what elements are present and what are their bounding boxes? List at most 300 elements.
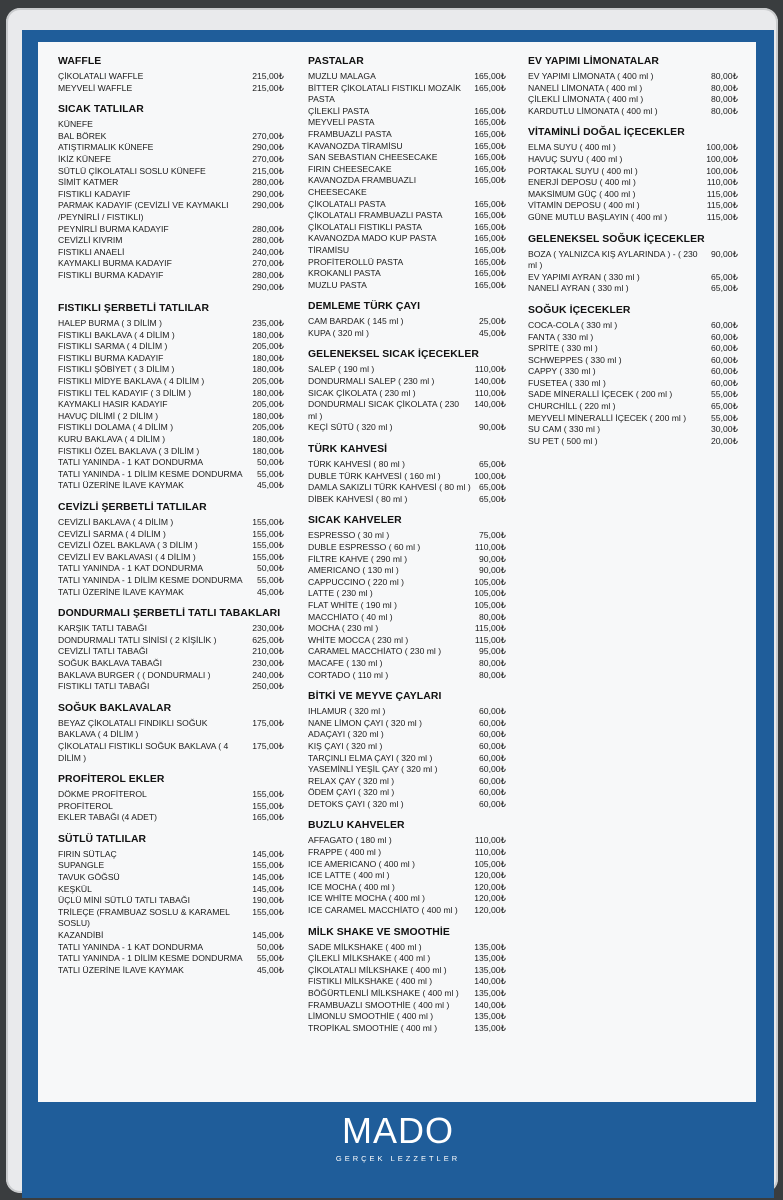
item-name: KAYMAKLI BURMA KADAYIF bbox=[58, 258, 172, 269]
item-price: 45,00₺ bbox=[257, 586, 284, 597]
item-price: 60,00₺ bbox=[479, 740, 506, 751]
menu-section bbox=[58, 703, 284, 764]
menu-item bbox=[308, 776, 506, 788]
item-name: SICAK ÇİKOLATA ( 230 ml ) bbox=[308, 387, 416, 398]
item-name: KÜNEFE bbox=[58, 119, 93, 130]
menu-item bbox=[528, 177, 738, 189]
item-price: 60,00₺ bbox=[479, 787, 506, 798]
item-name: EV YAPIMI LİMONATA ( 400 ml ) bbox=[528, 71, 654, 81]
item-price: 95,00₺ bbox=[479, 646, 506, 657]
item-price: 250,00₺ bbox=[252, 681, 284, 692]
item-name: KEÇİ SÜTÜ ( 320 ml ) bbox=[308, 422, 393, 433]
item-name: TATLI YANINDA - 1 KAT DONDURMA bbox=[58, 563, 204, 574]
item-name: ELMA SUYU ( 400 ml ) bbox=[528, 142, 616, 153]
item-price: 155,00₺ bbox=[252, 906, 284, 917]
item-name: SCHWEPPES ( 330 ml ) bbox=[528, 354, 622, 365]
menu-item bbox=[58, 849, 284, 861]
menu-item bbox=[58, 469, 284, 481]
item-price: 115,00₺ bbox=[474, 623, 506, 634]
item-name: TATLI ÜZERİNE İLAVE KAYMAK bbox=[58, 964, 184, 975]
menu-section bbox=[58, 502, 284, 598]
item-price: 65,00₺ bbox=[479, 493, 506, 504]
item-price: 155,00₺ bbox=[252, 789, 284, 800]
item-name: DÖKME PROFİTEROL bbox=[58, 789, 147, 800]
item-name: PROFİTEROL bbox=[58, 800, 113, 811]
menu-section bbox=[528, 234, 738, 295]
item-name: KAYMAKLI HASIR KADAYIF bbox=[58, 399, 168, 410]
item-name: HALEP BURMA ( 3 DİLİM ) bbox=[58, 318, 162, 329]
item-price: 290,00₺ bbox=[252, 188, 284, 199]
item-price: 55,00₺ bbox=[711, 412, 738, 423]
menu-item bbox=[58, 942, 284, 954]
item-price: 55,00₺ bbox=[711, 389, 738, 400]
menu-item bbox=[58, 235, 284, 247]
item-price: 120,00₺ bbox=[474, 870, 506, 881]
item-price: 180,00₺ bbox=[252, 352, 284, 363]
item-name: SALEP ( 190 ml ) bbox=[308, 364, 375, 375]
item-price: 155,00₺ bbox=[252, 800, 284, 811]
menu-item bbox=[58, 457, 284, 469]
menu-item bbox=[58, 480, 284, 492]
item-name: PROFİTEROLLÜ PASTA bbox=[308, 256, 404, 267]
item-price: 180,00₺ bbox=[252, 445, 284, 456]
item-price: 65,00₺ bbox=[711, 271, 738, 282]
item-name: KAZANDİBİ bbox=[58, 930, 104, 941]
menu-item bbox=[58, 434, 284, 446]
section-title: CEVİZLİ ŞERBETLİ TATLILAR bbox=[58, 502, 207, 513]
item-price: 240,00₺ bbox=[252, 246, 284, 257]
section-title: DEMLEME TÜRK ÇAYI bbox=[308, 301, 421, 313]
menu-item bbox=[308, 316, 506, 328]
item-name: WHİTE MOCCA ( 230 ml ) bbox=[308, 634, 409, 645]
item-price: 140,00₺ bbox=[474, 376, 506, 387]
item-price: 110,00₺ bbox=[706, 177, 738, 188]
item-name: KAVANOZDA TİRAMİSU bbox=[308, 140, 403, 151]
menu-item bbox=[58, 587, 284, 599]
menu-item bbox=[308, 953, 506, 965]
item-name: KARDUTLU LİMONATA ( 400 ml ) bbox=[528, 105, 658, 116]
item-name: IHLAMUR ( 320 ml ) bbox=[308, 706, 386, 717]
item-name: FISTIKLI SARMA ( 4 DİLİM ) bbox=[58, 341, 168, 352]
item-price: 65,00₺ bbox=[711, 401, 738, 412]
item-price: 135,00₺ bbox=[474, 1022, 506, 1033]
item-price: 205,00₺ bbox=[252, 422, 284, 433]
item-name: ÇİKOLATALI PASTA bbox=[308, 198, 386, 209]
item-price: 180,00₺ bbox=[252, 434, 284, 445]
item-price: 120,00₺ bbox=[474, 905, 506, 916]
item-price: 175,00₺ bbox=[252, 717, 284, 728]
item-price: 60,00₺ bbox=[479, 798, 506, 809]
item-name: FISTIKLI MİDYE BAKLAVA ( 4 DİLİM ) bbox=[58, 376, 205, 387]
item-name: TATLI ÜZERİNE İLAVE KAYMAK bbox=[58, 586, 184, 597]
item-price: 110,00₺ bbox=[474, 542, 506, 552]
item-name: BOZA ( YALNIZCA KIŞ AYLARINDA ) - ( 230 ml ) bbox=[528, 248, 698, 271]
menu-section bbox=[58, 774, 284, 824]
menu-item bbox=[58, 83, 284, 95]
menu-item bbox=[58, 895, 284, 907]
menu-item bbox=[528, 71, 738, 83]
item-name: FRAPPE ( 400 ml ) bbox=[308, 847, 382, 858]
section-title: FISTIKLI ŞERBETLİ TATLILAR bbox=[58, 303, 210, 315]
item-price: 50,00₺ bbox=[257, 563, 284, 574]
menu-item bbox=[308, 1011, 506, 1023]
menu-item bbox=[308, 905, 506, 917]
item-name: AFFAGATO ( 180 ml ) bbox=[308, 835, 392, 846]
item-price: 100,00₺ bbox=[474, 470, 506, 481]
item-name: ESPRESSO ( 30 ml ) bbox=[308, 530, 390, 541]
menu-item bbox=[308, 859, 506, 871]
menu-item bbox=[308, 799, 506, 811]
item-price: 80,00₺ bbox=[711, 71, 738, 81]
item-price: 165,00₺ bbox=[474, 105, 506, 116]
item-name: ÇİKOLATALI FRAMBUAZLI PASTA bbox=[308, 210, 443, 221]
item-name: DAMLA SAKIZLI TÜRK KAHVESİ ( 80 ml ) bbox=[308, 482, 471, 493]
menu-item bbox=[308, 623, 506, 635]
item-price: 165,00₺ bbox=[474, 244, 506, 255]
item-name: ADAÇAYI ( 320 ml ) bbox=[308, 729, 384, 740]
item-name: ICE LATTE ( 400 ml ) bbox=[308, 870, 390, 881]
menu-item bbox=[528, 355, 738, 367]
menu-item bbox=[58, 247, 284, 259]
item-price: 80,00₺ bbox=[711, 94, 738, 105]
menu-section bbox=[308, 927, 506, 1035]
menu-item bbox=[58, 529, 284, 541]
item-name: FISTIKLI ÖZEL BAKLAVA ( 3 DİLİM ) bbox=[58, 445, 200, 456]
menu-section bbox=[308, 444, 506, 505]
menu-item bbox=[308, 835, 506, 847]
item-price: 135,00₺ bbox=[474, 941, 506, 952]
item-price: 60,00₺ bbox=[711, 331, 738, 342]
menu-item bbox=[308, 268, 506, 280]
item-price: 280,00₺ bbox=[252, 223, 284, 234]
item-price: 135,00₺ bbox=[474, 1011, 506, 1022]
menu-item bbox=[58, 801, 284, 813]
section-title: SÜTLÜ TATLILAR bbox=[58, 833, 147, 845]
item-name: DETOKS ÇAYI ( 320 ml ) bbox=[308, 798, 404, 809]
item-name: SOĞUK BAKLAVA TABAĞI bbox=[58, 657, 162, 668]
menu-item bbox=[308, 245, 506, 257]
menu-item bbox=[308, 399, 506, 422]
item-name: NANELİ LİMONATA ( 400 ml ) bbox=[528, 82, 643, 93]
item-name: ÇİLEKLİ LİMONATA ( 400 ml ) bbox=[528, 94, 644, 105]
item-price: 280,00₺ bbox=[252, 269, 284, 280]
section-title: SOĞUK İÇECEKLER bbox=[528, 304, 631, 316]
section-title: DONDURMALI ŞERBETLİ TATLI TABAKLARI bbox=[58, 608, 281, 620]
menu-item bbox=[58, 189, 284, 201]
item-price: 100,00₺ bbox=[706, 153, 738, 164]
menu-column-2 bbox=[308, 56, 506, 1044]
item-name: DUBLE ESPRESSO ( 60 ml ) bbox=[308, 542, 421, 552]
menu-item bbox=[308, 129, 506, 141]
item-price: 145,00₺ bbox=[252, 872, 284, 883]
menu-item bbox=[58, 224, 284, 236]
item-price: 230,00₺ bbox=[252, 623, 284, 634]
item-name: RELAX ÇAY ( 320 ml ) bbox=[308, 775, 395, 786]
item-name: DONDURMALI TATLI SİNİSİ ( 2 KİŞİLİK ) bbox=[58, 634, 217, 645]
item-name: SUPANGLE bbox=[58, 860, 105, 871]
item-price: 155,00₺ bbox=[252, 517, 284, 527]
item-name: FISTIKLI BURMA KADAYIF bbox=[58, 269, 164, 280]
menu-holder bbox=[6, 8, 778, 1193]
item-price: 140,00₺ bbox=[474, 399, 506, 410]
section-title: PASTALAR bbox=[308, 56, 364, 67]
menu-item bbox=[308, 117, 506, 129]
menu-item bbox=[58, 411, 284, 423]
item-price: 165,00₺ bbox=[474, 221, 506, 232]
menu-item bbox=[308, 71, 506, 83]
item-price: 165,00₺ bbox=[474, 128, 506, 139]
item-price: 215,00₺ bbox=[252, 165, 284, 176]
menu-section bbox=[528, 56, 738, 117]
item-name: FRAMBUAZLI SMOOTHİE ( 400 ml ) bbox=[308, 999, 450, 1010]
item-price: 110,00₺ bbox=[474, 835, 506, 846]
item-name: FISTIKLI TEL KADAYIF ( 3 DİLİM ) bbox=[58, 387, 192, 398]
item-price: 110,00₺ bbox=[474, 364, 506, 375]
menu-item bbox=[308, 106, 506, 118]
item-name: CEVİZLİ BAKLAVA ( 4 DİLİM ) bbox=[58, 517, 174, 527]
item-price: 280,00₺ bbox=[252, 177, 284, 188]
menu-item bbox=[58, 71, 284, 83]
item-name: EKLER TABAĞI (4 ADET) bbox=[58, 812, 158, 823]
item-name: ATIŞTIRMALIK KÜNEFE bbox=[58, 142, 154, 153]
menu-section bbox=[308, 820, 506, 916]
item-price: 165,00₺ bbox=[474, 175, 506, 186]
menu-item bbox=[308, 612, 506, 624]
item-name: İKİZ KÜNEFE bbox=[58, 153, 112, 164]
item-price: 235,00₺ bbox=[252, 318, 284, 329]
item-price: 45,00₺ bbox=[257, 964, 284, 975]
item-name: MEYVELİ PASTA bbox=[308, 117, 375, 128]
item-price: 165,00₺ bbox=[474, 152, 506, 163]
item-price: 270,00₺ bbox=[252, 130, 284, 141]
item-name: FUSETEA ( 330 ml ) bbox=[528, 377, 606, 388]
item-price: 80,00₺ bbox=[711, 82, 738, 93]
item-price: 100,00₺ bbox=[706, 142, 738, 153]
item-price: 60,00₺ bbox=[711, 343, 738, 354]
menu-item bbox=[308, 600, 506, 612]
menu-item bbox=[58, 258, 284, 270]
item-name: LATTE ( 230 ml ) bbox=[308, 588, 373, 599]
item-price: 625,00₺ bbox=[252, 634, 284, 645]
item-price: 165,00₺ bbox=[474, 163, 506, 174]
menu-item bbox=[308, 542, 506, 554]
menu-item bbox=[308, 942, 506, 954]
menu-item bbox=[308, 494, 506, 506]
section-title: SICAK KAHVELER bbox=[308, 515, 402, 527]
menu-item bbox=[58, 860, 284, 872]
menu-item bbox=[528, 378, 738, 390]
item-price: 55,00₺ bbox=[257, 468, 284, 479]
menu-item bbox=[58, 142, 284, 154]
item-name: ÇİKOLATALI MİLKSHAKE ( 400 ml ) bbox=[308, 964, 447, 975]
brand-name: MADO bbox=[342, 1110, 454, 1151]
item-name: CARAMEL MACCHİATO ( 230 ml ) bbox=[308, 646, 442, 657]
item-name: FLAT WHİTE ( 190 ml ) bbox=[308, 599, 397, 610]
menu-item bbox=[308, 893, 506, 905]
item-name: CEVİZLİ TATLI TABAĞI bbox=[58, 646, 148, 657]
item-name: DONDURMALI SALEP ( 230 ml ) bbox=[308, 376, 435, 387]
menu-item bbox=[308, 753, 506, 765]
menu-section bbox=[528, 127, 738, 223]
menu-item bbox=[58, 353, 284, 365]
item-name: HAVUÇ SUYU ( 400 ml ) bbox=[528, 153, 623, 164]
item-price: 115,00₺ bbox=[706, 200, 738, 211]
item-price: 140,00₺ bbox=[474, 999, 506, 1010]
item-price: 280,00₺ bbox=[252, 235, 284, 246]
section-title: VİTAMİNLİ DOĞAL İÇECEKLER bbox=[528, 127, 685, 139]
menu-item bbox=[308, 210, 506, 222]
menu-item bbox=[58, 681, 284, 693]
item-name: ÇİLEKLİ MİLKSHAKE ( 400 ml ) bbox=[308, 953, 431, 964]
item-name: CAPPY ( 330 ml ) bbox=[528, 366, 596, 377]
menu-item bbox=[58, 341, 284, 353]
item-name: FISTIKLI ANAELİ bbox=[58, 246, 125, 257]
menu-item bbox=[58, 552, 284, 564]
menu-item bbox=[58, 540, 284, 552]
item-name: KEŞKÜL bbox=[58, 883, 92, 894]
menu-item bbox=[528, 389, 738, 401]
section-title: MİLK SHAKE VE SMOOTHİE bbox=[308, 926, 450, 938]
menu-frame bbox=[22, 30, 774, 1198]
menu-column-1 bbox=[58, 56, 284, 986]
menu-item bbox=[308, 988, 506, 1000]
menu-item bbox=[58, 930, 284, 942]
item-name: TARÇINLI ELMA ÇAYI ( 320 ml ) bbox=[308, 752, 433, 763]
menu-item bbox=[528, 436, 738, 448]
item-price: 105,00₺ bbox=[474, 858, 506, 869]
item-name: ÜÇLÜ MİNİ SÜTLÜ TATLI TABAĞI bbox=[58, 895, 190, 906]
item-name: LİMONLU SMOOTHİE ( 400 ml ) bbox=[308, 1011, 434, 1022]
menu-item bbox=[58, 812, 284, 824]
menu-item bbox=[308, 646, 506, 658]
item-name: PORTAKAL SUYU ( 400 ml ) bbox=[528, 165, 638, 176]
item-name: NANE LİMON ÇAYI ( 320 ml ) bbox=[308, 717, 422, 728]
menu-item bbox=[58, 884, 284, 896]
item-price: 210,00₺ bbox=[252, 646, 284, 657]
item-price: 90,00₺ bbox=[711, 248, 738, 259]
menu-item bbox=[528, 154, 738, 166]
item-price: 90,00₺ bbox=[479, 422, 506, 433]
item-name: KAVANOZDA FRAMBUAZLI CHEESECAKE bbox=[308, 175, 417, 197]
item-price: 75,00₺ bbox=[479, 530, 506, 541]
brand-tagline: GERÇEK LEZZETLER bbox=[335, 1154, 461, 1163]
menu-item bbox=[528, 166, 738, 178]
item-price: 65,00₺ bbox=[479, 482, 506, 493]
item-name: ÇİLEKLİ PASTA bbox=[308, 105, 370, 116]
item-price: 290,00₺ bbox=[252, 281, 284, 292]
item-name: DONDURMALI SICAK ÇİKOLATA ( 230 ml ) bbox=[308, 399, 460, 421]
menu-item bbox=[58, 965, 284, 977]
menu-item bbox=[308, 764, 506, 776]
item-price: 60,00₺ bbox=[711, 319, 738, 330]
menu-item bbox=[308, 577, 506, 589]
item-name: TATLI YANINDA - 1 KAT DONDURMA bbox=[58, 941, 204, 952]
item-name: FIRIN CHEESECAKE bbox=[308, 163, 392, 174]
menu-item bbox=[308, 328, 506, 340]
item-price: 55,00₺ bbox=[257, 953, 284, 964]
menu-item bbox=[58, 131, 284, 143]
menu-item bbox=[308, 388, 506, 400]
item-name: TİRAMİSU bbox=[308, 244, 350, 255]
item-name: SU PET ( 500 ml ) bbox=[528, 435, 598, 446]
menu-item bbox=[58, 177, 284, 189]
menu-item bbox=[58, 166, 284, 178]
menu-item bbox=[308, 976, 506, 988]
item-price: 145,00₺ bbox=[252, 848, 284, 859]
menu-item bbox=[58, 318, 284, 330]
item-name: COCA-COLA ( 330 ml ) bbox=[528, 319, 618, 330]
item-name: KARŞIK TATLI TABAĞI bbox=[58, 623, 147, 634]
menu-item bbox=[58, 422, 284, 434]
menu-item bbox=[528, 200, 738, 212]
item-name: CEVİZLİ KIVRIM bbox=[58, 235, 123, 246]
item-price: 60,00₺ bbox=[479, 729, 506, 740]
menu-section bbox=[308, 56, 506, 291]
item-name: BÖĞÜRTLENLİ MİLKSHAKE ( 400 ml ) bbox=[308, 988, 459, 998]
item-name: ENERJİ DEPOSU ( 400 ml ) bbox=[528, 177, 636, 188]
item-price: 205,00₺ bbox=[252, 376, 284, 387]
item-name: MAKSİMUM GÜÇ ( 400 ml ) bbox=[528, 188, 636, 199]
item-name: SÜTLÜ ÇİKOLATALI SOSLU KÜNEFE bbox=[58, 165, 206, 176]
item-name: KROKANLI PASTA bbox=[308, 268, 381, 279]
menu-item bbox=[528, 83, 738, 95]
item-name: CORTADO ( 110 ml ) bbox=[308, 669, 389, 680]
menu-item bbox=[308, 233, 506, 245]
item-name: SPRİTE ( 330 ml ) bbox=[528, 343, 598, 354]
menu-item bbox=[308, 554, 506, 566]
menu-item bbox=[308, 882, 506, 894]
item-name: PARMAK KADAYIF (CEVİZLİ VE KAYMAKLI /PEYNİRLİ / FISTIKLI) bbox=[58, 200, 229, 222]
item-name: ICE AMERICANO ( 400 ml ) bbox=[308, 858, 415, 869]
item-price: 135,00₺ bbox=[474, 988, 506, 998]
item-price: 180,00₺ bbox=[252, 387, 284, 398]
item-price: 90,00₺ bbox=[479, 553, 506, 564]
item-price: 90,00₺ bbox=[479, 565, 506, 576]
menu-item bbox=[58, 907, 284, 930]
menu-item bbox=[308, 222, 506, 234]
menu-item bbox=[308, 870, 506, 882]
item-price: 120,00₺ bbox=[474, 881, 506, 892]
item-name: FISTIKLI BAKLAVA ( 4 DİLİM ) bbox=[58, 329, 175, 340]
menu-item bbox=[528, 249, 738, 272]
item-price: 165,00₺ bbox=[474, 198, 506, 209]
item-price: 205,00₺ bbox=[252, 399, 284, 410]
item-name: CAPPUCCINO ( 220 ml ) bbox=[308, 576, 404, 587]
menu-item bbox=[528, 332, 738, 344]
item-name: EV YAPIMI AYRAN ( 330 ml ) bbox=[528, 271, 640, 282]
menu-item bbox=[58, 872, 284, 884]
item-price: 175,00₺ bbox=[252, 740, 284, 751]
menu-item bbox=[58, 330, 284, 342]
item-price: 65,00₺ bbox=[711, 283, 738, 294]
item-name: FISTIKLI TATLI TABAĞI bbox=[58, 681, 150, 692]
item-name: BAKLAVA BURGER ( ( DONDURMALI ) bbox=[58, 669, 211, 680]
section-title: SOĞUK BAKLAVALAR bbox=[58, 702, 172, 714]
item-name: VİTAMİN DEPOSU ( 400 ml ) bbox=[528, 200, 640, 211]
menu-item bbox=[308, 482, 506, 494]
item-price: 120,00₺ bbox=[474, 893, 506, 904]
item-price: 155,00₺ bbox=[252, 860, 284, 871]
item-price: 50,00₺ bbox=[257, 457, 284, 468]
menu-item bbox=[58, 575, 284, 587]
menu-item bbox=[528, 142, 738, 154]
item-price: 145,00₺ bbox=[252, 883, 284, 894]
item-name: SADE MİNERALLİ İÇECEK ( 200 ml ) bbox=[528, 389, 673, 400]
item-price: 165,00₺ bbox=[474, 82, 506, 93]
menu-item bbox=[528, 106, 738, 118]
menu-item bbox=[308, 965, 506, 977]
item-price: 115,00₺ bbox=[706, 211, 738, 222]
